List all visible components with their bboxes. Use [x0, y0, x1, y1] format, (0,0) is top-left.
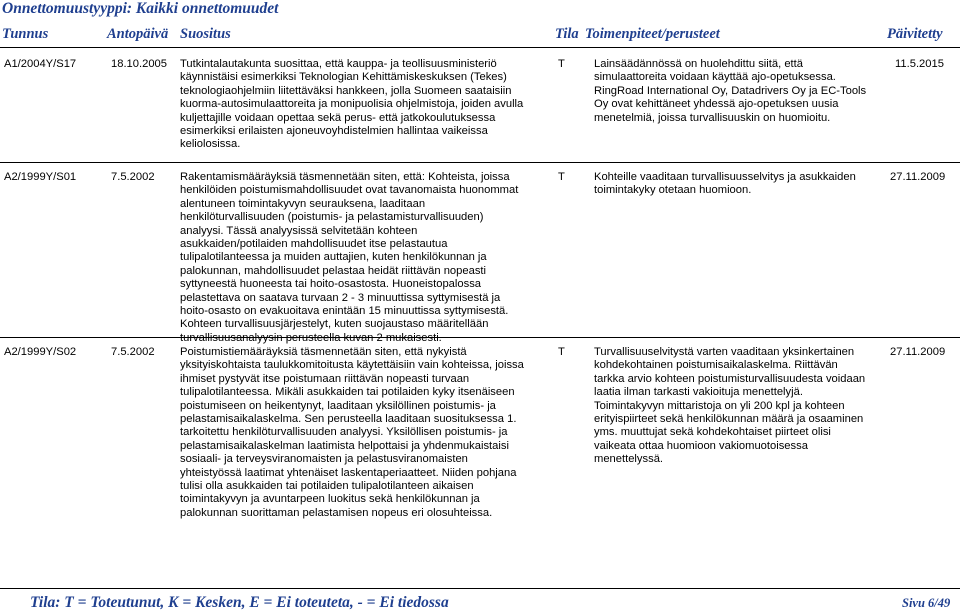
- row-updated: 27.11.2009: [890, 171, 946, 183]
- row-id: A1/2004Y/S17: [4, 58, 77, 70]
- row-status: T: [558, 346, 565, 358]
- header-divider: [0, 47, 960, 48]
- row-status: T: [558, 171, 565, 183]
- column-header-date: Antopäivä: [107, 26, 169, 42]
- status-legend: Tila: T = Toteutunut, K = Kesken, E = Ei toteuteta, - = Ei tiedossa: [30, 594, 449, 611]
- page-number: Sivu 6/49: [902, 596, 951, 610]
- row-recommendation: Poistumistiemääräyksiä täsmennetään siten, että nykyistä yksityiskohtaista taulukkomitoitusta käytettäisiin vain kohteissa, joissa ihmiset pystyvät itse poistumaan riittävän nopeasti turvaan tulipalotilanteessa. Mikäli asukkaiden tai potilaiden kyky itsenäiseen poistumiseen on heikentynyt, laaditaan yksilöllinen poistumis- ja pelastamisaikalaskelma. Sen perusteella laaditaan suosituksessa 1. tarkoitettu henkilöturvallisuuden analyysi. Yksilöllisen poistumis- ja pelastamisaikalaskelman laatimista helpottaisi ja yhdenmukaistaisi sosiaali- ja terveysviranomaisten ja pelastusviranomaisten yhteistyössä laatimat yhtenäiset laskentaperiaatteet. Niiden pohjana tulisi olla asukkaiden tai potilaiden tulipalotilanteen aikaisen toimintakyvyn ja avuntarpeen luokitus sekä henkilökunnan ja palokunnan suorittaman pelastamisen nopeus eri olosuhteissa.: [180, 346, 524, 519]
- row-divider: [0, 337, 960, 338]
- row-date: 18.10.2005: [111, 58, 167, 70]
- column-header-status: Tila: [555, 26, 579, 42]
- row-divider: [0, 162, 960, 163]
- column-header-id: Tunnus: [2, 26, 49, 42]
- row-measures: Turvallisuuselvitystä varten vaaditaan yksinkertainen kohdekohtainen poistumisaikalaskelma. Riittävän tarkka arvio kohteen poistumisturvallisuudesta voidaan laatia ilman tarkasti vakioituja menettelyjä. Toimintakyvyn mittaristoja on yli 200 kpl ja kohteen erityispiirteet sekä henkilökunnan määrä ja osaaminen yms. muuttujat sekä kohdekohtaiset piirteet olisi vaikeata ottaa huomioon vakiomuotoisessa menettelyssä.: [594, 346, 866, 466]
- column-header-measures: Toimenpiteet/perusteet: [585, 26, 720, 42]
- footer-divider: [0, 588, 960, 589]
- row-recommendation: Tutkintalautakunta suosittaa, että kauppa- ja teollisuusministeriö käynnistäisi esimerkiksi Teknologian Kehittämiskeskuksen (Tekes) teknologiaohjelmiin liitettäväksi hankkeen, jolla Suomeen saataisiin kuorma-autosimulaattoreita ja monipuolisia ohjelmistoja, joiden avulla kuljettajille voidaan opettaa sekä perus- että jatkokoulutuksessa esimerkiksi erilaisten ajoneuvoyhdistelmien hallintaa vaikeissa keliolosissa.: [180, 58, 524, 151]
- row-status: T: [558, 58, 565, 70]
- row-updated: 27.11.2009: [890, 346, 946, 358]
- row-recommendation: Rakentamismääräyksiä täsmennetään siten, että: Kohteista, joissa henkilöiden poistumismahdollisuudet ovat tavanomaista huonommat alentuneen toimintakyvyn seurauksena, laaditaan henkilöturvallisuuden (poistumis- ja pelastamisturvallisuuden) analyysi. Tässä analyysissä selvitetään kohteen asukkaiden/potilaiden mahdollisuudet itse pelastautua tulipalotilanteessa ja muiden auttajien, kuten henkilökunnan ja palokunnan, mahdollisuudet pelastaa heidät riittävän nopeasti syttyneestä huoneesta tai hoito-osastosta. Huoneistopalossa pelastettava on saatava turvaan 2 - 3 minuuttissa syttymisestä ja hoito-osasto on evakuoitava enintään 15 minuuttissa syttymisestä. Kohteen turvallisuusjärjestelyt, kuten suojaustaso määritellään turvallisuusanalyysin perusteella kuvan 2 mukaisesti.: [180, 171, 519, 344]
- row-measures: Kohteille vaaditaan turvallisuusselvitys ja asukkaiden toimintakyky otetaan huomioon.: [594, 171, 856, 197]
- row-id: A2/1999Y/S01: [4, 171, 77, 183]
- row-updated: 11.5.2015: [895, 58, 944, 70]
- row-measures: Lainsäädännössä on huolehdittu siitä, että simulaattoreita voidaan käyttää ajo-opetuksessa. RingRoad International Oy, Datadrivers Oy ja EC-Tools Oy ovat kehittäneet yhdessä ajo-opetuksen uusia menetelmiä, joissa turvallisuuskin on huomioitu.: [594, 58, 867, 124]
- column-header-updated: Päivitetty: [887, 26, 943, 42]
- row-date: 7.5.2002: [111, 346, 155, 358]
- row-date: 7.5.2002: [111, 171, 155, 183]
- page-title: Onnettomuustyyppi: Kaikki onnettomuudet: [2, 0, 279, 17]
- column-header-recommendation: Suositus: [180, 26, 231, 42]
- row-id: A2/1999Y/S02: [4, 346, 77, 358]
